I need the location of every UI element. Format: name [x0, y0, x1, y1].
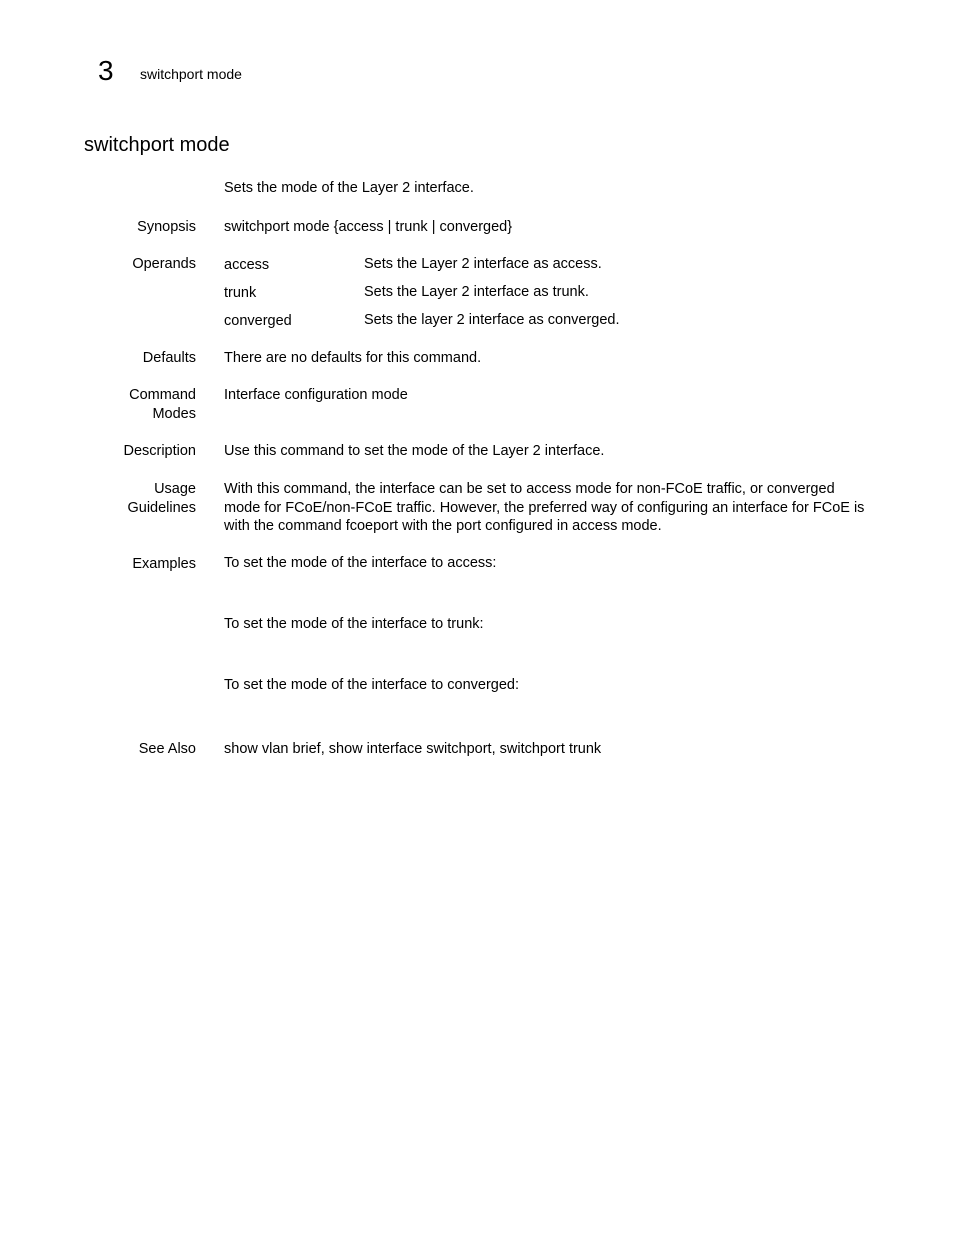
running-title: switchport mode — [140, 66, 242, 82]
defaults-text: There are no defaults for this command. — [224, 350, 482, 366]
chapter-number: 3 — [98, 55, 114, 86]
operand-desc: Sets the Layer 2 interface as access. — [364, 256, 602, 272]
intro-text: Sets the mode of the Layer 2 interface. — [224, 180, 474, 196]
see-also-separator: , — [320, 741, 329, 757]
example-text: To set the mode of the interface to converged: — [224, 677, 520, 693]
usage-line: With this command, the interface can be set to access mode for non-FCoE traffic, or converged — [224, 481, 835, 497]
usage-label-line1: Usage — [154, 481, 196, 497]
synopsis-separator: | — [427, 219, 440, 235]
synopsis-separator: | — [383, 219, 396, 235]
example-text: To set the mode of the interface to trunk: — [224, 616, 484, 632]
see-also-links — [224, 740, 872, 759]
usage-label — [127, 480, 196, 517]
description-text: Use this command to set the mode of the Layer 2 interface. — [224, 443, 605, 459]
command-modes-label-line2: Modes — [152, 405, 196, 422]
operand-name: access — [224, 257, 270, 273]
examples-label: Examples — [132, 556, 196, 572]
synopsis-brace-close: } — [507, 219, 513, 235]
see-also-separator: , — [491, 741, 500, 757]
see-also-link[interactable]: show vlan brief — [224, 741, 321, 757]
synopsis-option-access: access — [338, 219, 384, 235]
see-also-label: See Also — [138, 741, 196, 757]
example-text: To set the mode of the interface to access: — [224, 555, 497, 571]
operand-desc: Sets the Layer 2 interface as trunk. — [364, 284, 589, 300]
synopsis-label: Synopsis — [137, 219, 196, 235]
synopsis-brace-open: { — [333, 219, 339, 235]
operand-name: trunk — [224, 285, 257, 301]
synopsis-command — [224, 218, 872, 237]
description-label: Description — [123, 443, 196, 459]
synopsis-option-trunk: trunk — [395, 219, 428, 235]
see-also-link[interactable]: show interface switchport — [328, 741, 492, 757]
operand-desc: Sets the layer 2 interface as converged. — [364, 312, 620, 328]
synopsis-command-name: switchport mode — [224, 219, 330, 235]
operands-label: Operands — [132, 256, 196, 272]
page-title: switchport mode — [84, 134, 230, 156]
operand-name: converged — [224, 313, 292, 329]
command-modes-label — [129, 386, 196, 423]
command-modes-label-line1: Command — [129, 387, 196, 403]
command-modes-text: Interface configuration mode — [224, 387, 408, 403]
synopsis-option-converged: converged — [439, 219, 508, 235]
see-also-link[interactable]: switchport trunk — [499, 741, 602, 757]
usage-line: with the command fcoeport with the port configured in access mode. — [224, 518, 662, 534]
usage-text — [224, 480, 872, 536]
usage-label-line2: Guidelines — [127, 499, 196, 516]
usage-line: mode for FCoE/non-FCoE traffic. However, the preferred way of configuring an interface for FCoE is — [224, 499, 865, 516]
defaults-label: Defaults — [142, 350, 196, 366]
